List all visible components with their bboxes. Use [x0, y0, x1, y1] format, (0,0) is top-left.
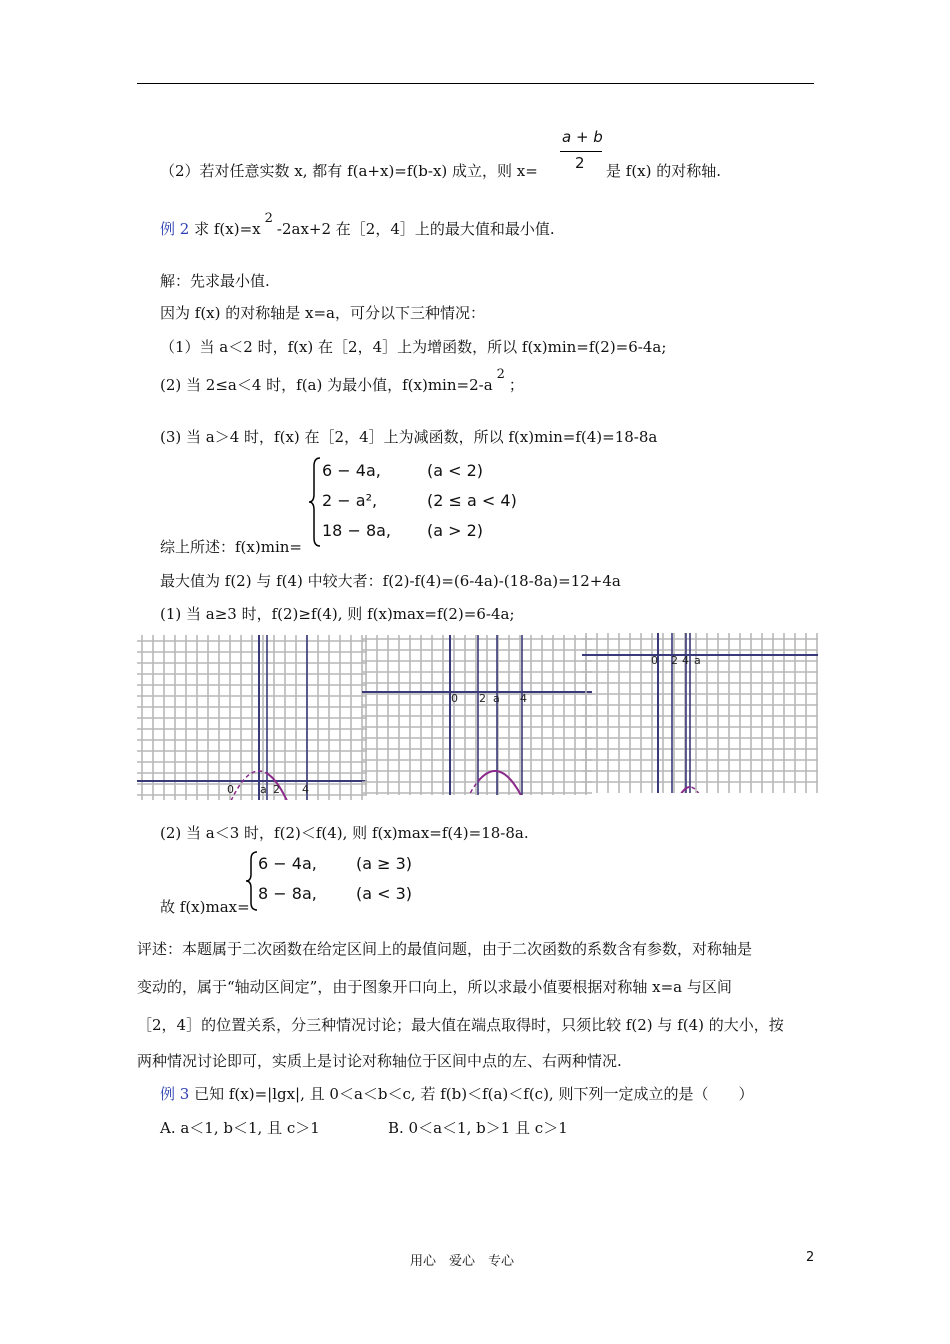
min-cases-label: 综上所述：f(x)min= — [160, 538, 302, 556]
frac-numerator: a + b — [562, 128, 603, 146]
min-case-3-cond: (a > 2) — [427, 521, 484, 540]
solution-line-4b: ； — [508, 376, 524, 394]
graph-label: 4 — [302, 783, 309, 796]
max-line-3: (2) 当 a＜3 时，f(2)＜f(4), 则 f(x)max=f(4)=18-8a. — [160, 824, 529, 842]
comment-line-1: 评述：本题属于二次函数在给定区间上的最值问题，由于二次函数的系数含有参数，对称轴是 — [137, 940, 753, 958]
graph-case-a-gt-4 — [582, 633, 818, 793]
max-cases-label: 故 f(x)max= — [160, 898, 250, 916]
max-case-1-cond: (a ≥ 3) — [356, 854, 413, 873]
graph-label: a — [493, 692, 500, 705]
example2-text-a: 求 f(x)=x — [194, 220, 261, 238]
solution-line-4a: (2) 当 2≤a＜4 时，f(a) 为最小值，f(x)min=2-a — [160, 376, 493, 394]
comment-line-4: 两种情况讨论即可，实质上是讨论对称轴位于区间中点的左、右两种情况. — [137, 1052, 622, 1070]
min-case-3-expr: 18 − 8a, — [322, 521, 392, 540]
option-b: B. 0＜a＜1, b＞1 且 c＞1 — [388, 1119, 568, 1137]
graph-label: 0 — [227, 783, 234, 796]
example3-label: 例 3 — [160, 1085, 190, 1103]
min-case-2-cond: (2 ≤ a < 4) — [427, 491, 517, 510]
min-brace — [308, 456, 322, 548]
comment-line-3: ［2，4］的位置关系，分三种情况讨论；最大值在端点取得时，只须比较 f(2) 与 f(4) 的大小，按 — [137, 1016, 784, 1034]
min-case-2-expr: 2 − a², — [322, 491, 378, 510]
graph-case-a-lt-2 — [137, 635, 367, 800]
graph-label: 2 — [479, 692, 486, 705]
example2-label: 例 2 — [160, 220, 190, 238]
graph-label: 4 — [520, 692, 527, 705]
max-brace — [245, 850, 259, 912]
graph-label: 4 — [682, 654, 689, 667]
graph-label: 0 — [651, 654, 658, 667]
example3-text: 已知 f(x)=|lgx|, 且 0＜a＜b＜c, 若 f(b)＜f(a)＜f(c), 则下列一定成立的是（ ） — [194, 1085, 754, 1103]
solution-line-4-sup: 2 — [496, 367, 505, 382]
header-rule — [137, 83, 814, 84]
max-case-1-expr: 6 − 4a, — [258, 854, 317, 873]
graph-label: 0 — [451, 692, 458, 705]
example3-line — [160, 1083, 753, 1104]
min-case-1-cond: (a < 2) — [427, 461, 484, 480]
item2-text-after: 是 f(x) 的对称轴. — [606, 162, 722, 180]
page-number: 2 — [806, 1250, 815, 1265]
graph-label: a — [260, 783, 267, 796]
min-case-1-expr: 6 − 4a, — [322, 461, 381, 480]
solution-line-5: (3) 当 a＞4 时，f(x) 在［2，4］上为减函数，所以 f(x)min=f(4)=18-8a — [160, 428, 658, 446]
frac-line — [560, 151, 602, 152]
example2-text-b: -2ax+2 在［2，4］上的最大值和最小值. — [276, 220, 555, 238]
example2-line — [160, 211, 555, 239]
max-case-2-cond: (a < 3) — [356, 884, 413, 903]
option-a: A. a＜1, b＜1, 且 c＞1 — [160, 1119, 320, 1137]
item2-line — [160, 160, 538, 181]
footer-motto: 用心 爱心 专心 — [410, 1254, 515, 1269]
example2-sup: 2 — [264, 211, 273, 226]
solution-line-2: 因为 f(x) 的对称轴是 x=a，可分以下三种情况： — [160, 304, 485, 322]
comment-line-2: 变动的，属于“轴动区间定”，由于图象开口向上，所以求最小值要根据对称轴 x=a 与区间 — [137, 978, 732, 996]
max-line-1: 最大值为 f(2) 与 f(4) 中较大者：f(2)-f(4)=(6-4a)-(18-8a)=12+4a — [160, 572, 621, 590]
solution-line-1: 解：先求最小值. — [160, 272, 270, 290]
solution-line-3: （1）当 a＜2 时，f(x) 在［2，4］上为增函数，所以 f(x)min=f(2)=6-4a; — [160, 338, 667, 356]
item2-text-before: （2）若对任意实数 x, 都有 f(a+x)=f(b-x) 成立，则 x= — [160, 162, 538, 180]
graph-label: 2 — [273, 783, 280, 796]
max-case-2-expr: 8 − 8a, — [258, 884, 317, 903]
solution-line-4 — [160, 367, 524, 395]
frac-denominator: 2 — [575, 154, 585, 172]
graph-label: 2 — [671, 654, 678, 667]
graph-label: a — [694, 654, 701, 667]
max-line-2: (1) 当 a≥3 时，f(2)≥f(4), 则 f(x)max=f(2)=6-4a; — [160, 605, 515, 623]
parabola-solid — [478, 771, 522, 795]
graph-case-a-between-2-4 — [362, 635, 592, 795]
